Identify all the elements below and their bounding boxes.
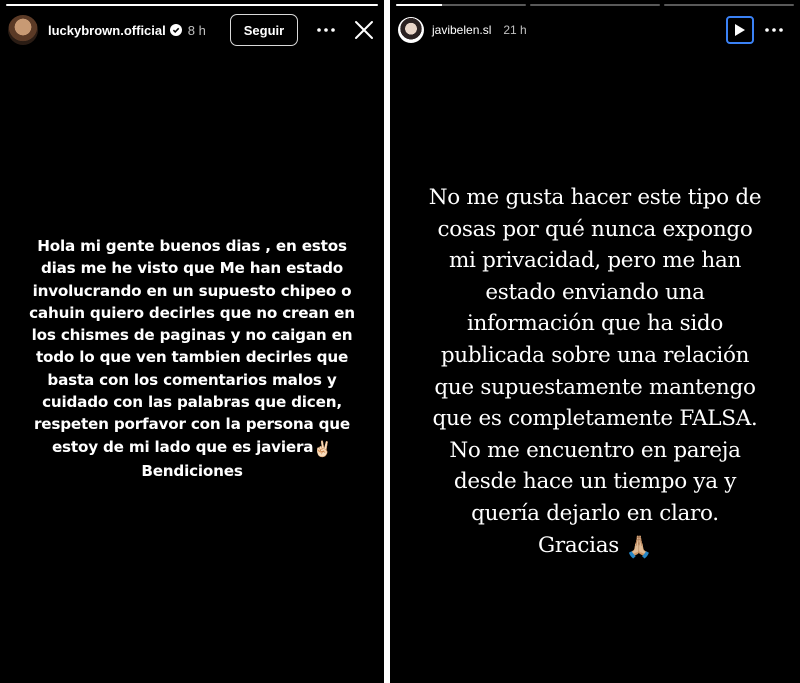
text-line [20, 436, 364, 460]
timestamp: 8 h [187, 22, 206, 38]
text-line: involucrando en un supuesto chipeo o [32, 281, 352, 300]
story-header [8, 14, 376, 46]
victory-hand-emoji: ✌🏻 [313, 439, 333, 458]
more-icon[interactable] [314, 18, 338, 42]
story-text [398, 182, 792, 563]
text-line: desde hace un tiempo ya y [453, 469, 737, 495]
text-line: respeten porfavor con la persona que [34, 415, 350, 434]
follow-button[interactable]: Seguir [230, 14, 298, 46]
progress-bars [6, 4, 378, 7]
text-line: basta con los comentarios malos y [47, 370, 337, 389]
text-line: información que ha sido [466, 311, 724, 337]
story-text [20, 235, 364, 482]
text-line-content: Gracias [538, 532, 619, 558]
text-line: mi privacidad, pero me han [448, 248, 742, 274]
timestamp: 21 h [503, 23, 527, 37]
text-line: publicada sobre una relación [440, 342, 750, 368]
play-button[interactable] [726, 16, 754, 44]
text-line: los chismes de paginas y no caigan en [31, 326, 353, 345]
text-line [398, 530, 792, 564]
avatar[interactable] [398, 17, 424, 43]
text-line: No me gusta hacer este tipo de [428, 185, 762, 210]
text-line: cahuin quiero decirles que no crean en [29, 303, 355, 322]
progress-segment [396, 4, 526, 6]
text-line: No me encuentro en pareja [449, 437, 741, 463]
text-line: Bendiciones [141, 461, 243, 480]
story-header [398, 14, 792, 46]
progress-segment [6, 4, 378, 6]
text-line: dias me he visto que Me han estado [40, 259, 344, 278]
more-icon[interactable] [762, 18, 786, 42]
verified-icon [170, 24, 182, 36]
text-line: estado enviando una [485, 279, 705, 305]
text-line: que supuestamente mantengo [434, 374, 756, 400]
text-line: cuidado con las palabras que dicen, [42, 393, 342, 412]
close-icon[interactable] [352, 18, 376, 42]
username[interactable]: luckybrown.official [48, 22, 166, 38]
text-line: Hola mi gente buenos dias , en estos [37, 237, 347, 255]
username[interactable]: javibelen.sl [432, 23, 492, 37]
story-left[interactable] [0, 0, 384, 683]
progress-bars [396, 4, 794, 7]
progress-segment [530, 4, 660, 6]
text-line: todo lo que ven tambien decirles que [35, 348, 349, 367]
text-line: que es completamente FALSA. [432, 406, 758, 432]
text-line-content: estoy de mi lado que es javiera [51, 437, 314, 456]
progress-segment [664, 4, 794, 6]
play-icon [734, 23, 746, 37]
text-line: quería dejarlo en claro. [471, 500, 719, 526]
text-line: cosas por qué nunca expongo [437, 216, 753, 242]
avatar[interactable] [8, 15, 38, 45]
praying-hands-emoji: 🙏🏼 [625, 534, 652, 560]
